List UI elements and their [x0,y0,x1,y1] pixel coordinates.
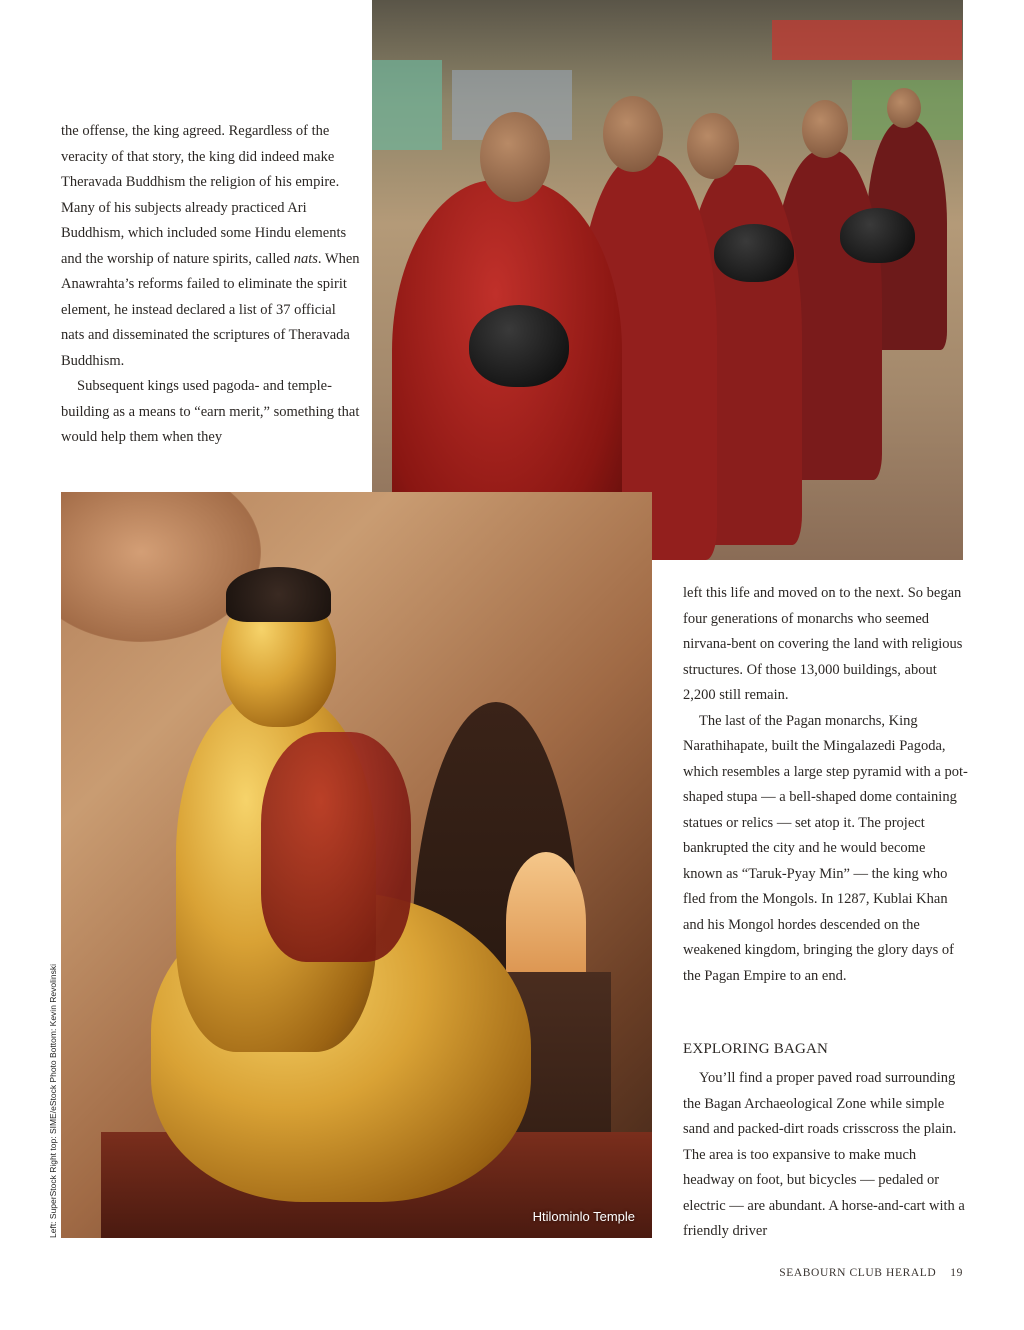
left-text-column [61,119,361,451]
monks-photo [372,0,963,560]
right-paragraph-2: The last of the Pagan monarchs, King Narathihapate, built the Mingalazedi Pagoda, which resembles a large step pyramid with a pot-shaped stupa — a bell-shaped dome containing statues or relics — set atop it. The project bankrupted the city and he would become known as “Taruk-Pyay Min” — the king who fled from the Mongols. In 1287, Kublai Khan and his Mongol hordes descended on the weakened kingdom, bringing the glory days of the Pagan Empire to an end. [683,712,968,984]
alms-bowl [714,224,794,282]
buddha-red-robe [261,732,411,962]
background-stall [372,60,442,150]
left-paragraph-2: Subsequent kings used pagoda- and temple-building as a means to “earn merit,” something that would help them when they [61,378,360,445]
monk-head [802,100,848,158]
buddha-photo [61,492,652,1238]
alms-bowl [840,208,915,263]
monk-head [603,96,663,172]
italic-term: nats [293,250,318,267]
monk-head [480,112,550,202]
monk-head [887,88,921,128]
page-number: 19 [950,1267,963,1279]
right-text-column [683,581,968,989]
section-heading: EXPLORING BAGAN [683,1041,829,1057]
left-paragraph-1-text: the offense, the king agreed. Regardless of the veracity of that story, the king did indeed make Theravada Buddhism the religion of his empire. Many of his subjects already practiced Ari Buddhism, which included some Hindu elements and the worship of nature spirits, called [61,123,347,267]
page-footer [779,1267,963,1279]
buddha-hair [226,567,331,622]
photo-credit: Left: SuperStock Right top: SIME/eStock Photo Bottom: Kevin Revolinski [48,963,58,1238]
background-awning [772,20,962,60]
left-paragraph-1-end: . When Anawrahta’s reforms failed to eliminate the spirit element, he instead declared a list of 37 official nats and disseminated the scriptures of Theravada Buddhism. [61,250,360,369]
monk-head [687,113,739,179]
lit-window [506,852,586,992]
publication-name: SEABOURN CLUB HERALD [779,1267,937,1279]
alms-bowl [469,305,569,387]
right-paragraph-1: left this life and moved on to the next. So began four generations of monarchs who seemed nirvana-bent on covering the land with religious structures. Of those 13,000 buildings, about 2,200 still remain. [683,585,963,703]
right-paragraph-3: You’ll find a proper paved road surrounding the Bagan Archaeological Zone while simple sand and packed-dirt roads crisscross the plain. The area is too expansive to make much headway on foot, but bicycles — pedaled or electric — are abundant. A horse-and-cart with a friendly driver [683,1070,965,1239]
left-paragraph-1 [61,119,361,374]
right-text-column-2 [683,1066,968,1245]
photo-caption: Htilominlo Temple [532,1209,635,1224]
